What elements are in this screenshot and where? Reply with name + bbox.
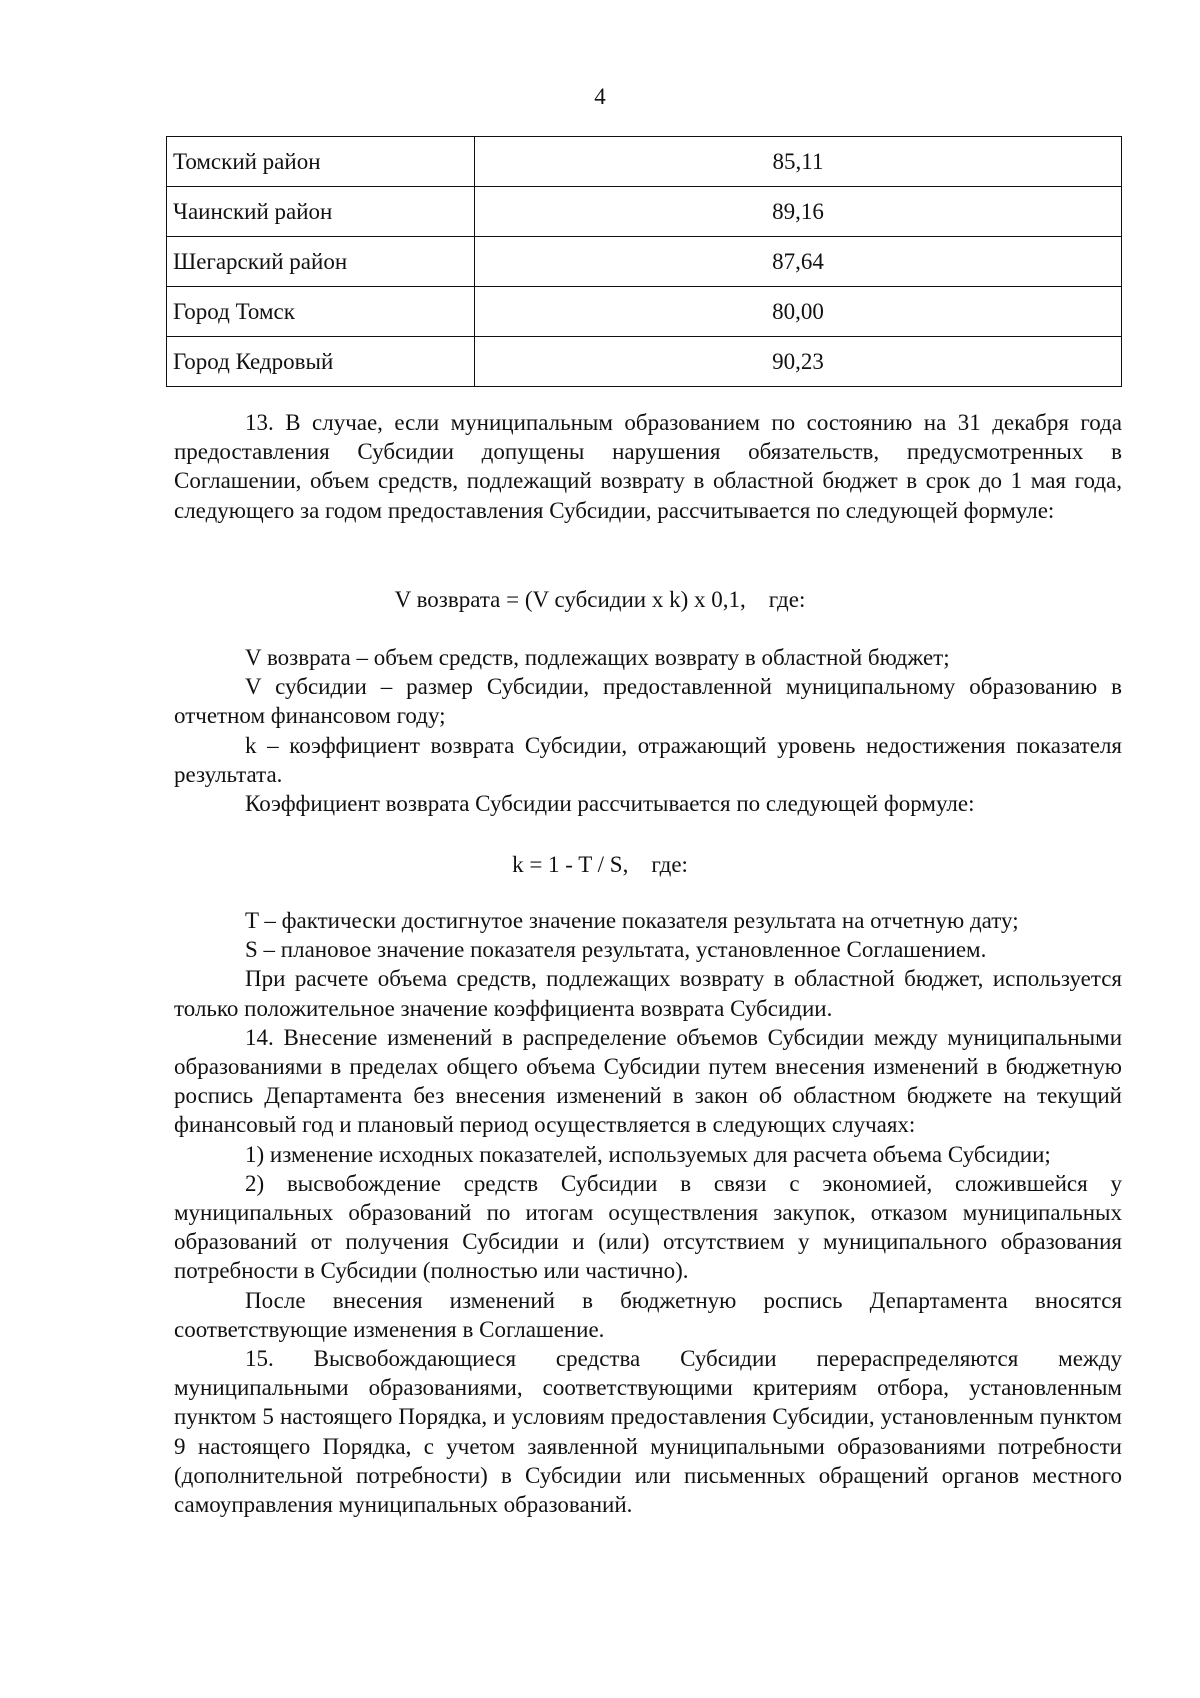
paragraph: После внесения изменений в бюджетную роспись Департамента вносятся соответствующие изменения в Соглашение.	[174, 1287, 1122, 1342]
page-number: 4	[594, 84, 606, 109]
municipality-name: Город Томск	[167, 287, 475, 337]
municipality-value: 90,23	[475, 337, 1122, 387]
definition: k – коэффициент возврата Субсидии, отражающий уровень недостижения показателя результата.	[174, 732, 1122, 787]
municipality-value: 80,00	[475, 287, 1122, 337]
table-row	[167, 137, 1122, 187]
results-table	[166, 136, 1122, 387]
paragraph: S – плановое значение показателя результата, установленное Соглашением.	[245, 937, 987, 963]
municipality-value: 87,64	[475, 237, 1122, 287]
table-row	[167, 337, 1122, 387]
paragraph: При расчете объема средств, подлежащих возврату в областной бюджет, используется только положительное значение коэффициента возврата Субсидии.	[174, 966, 1122, 1021]
table-row	[167, 187, 1122, 237]
municipality-name: Томский район	[167, 137, 475, 187]
municipality-value: 89,16	[475, 187, 1122, 237]
municipality-name: Шегарский район	[167, 237, 475, 287]
paragraph-13	[174, 408, 1122, 525]
list-item: 2) высвобождение средств Субсидии в связи с экономией, сложившейся у муниципальных образований по итогам осуществления закупок, отказом муниципальных образований от получения Субсидии и (или) отсутствием у муниципального образования потребности в Субсидии (полностью или частично).	[174, 1170, 1122, 1284]
formula-return-volume: V возврата = (V субсидии x k) x 0,1, где:	[394, 587, 806, 612]
definition: V субсидии – размер Субсидии, предоставленной муниципальному образованию в отчетном финансовом году;	[174, 674, 1122, 729]
table-row	[167, 287, 1122, 337]
body-text	[174, 906, 1122, 1519]
definition: Коэффициент возврата Субсидии рассчитывается по следующей формуле:	[245, 791, 975, 817]
paragraph: 13. В случае, если муниципальным образованием по состоянию на 31 декабря года предоставления Субсидии допущены нарушения обязательств, предусмотренных в Соглашении, объем средств, подлежащий возврату в областной бюджет в срок до 1 мая года, следующего за годом предоставления Субсидии, рассчитывается по следующей формуле:	[174, 410, 1122, 523]
paragraph-14: 14. Внесение изменений в распределение объемов Субсидии между муниципальными образованиями в пределах общего объема Субсидии путем внесения изменений в бюджетную роспись Департамента без внесения изменений в закон об областном бюджете на текущий финансовый год и плановый период осуществляется в следующих случаях:	[174, 1024, 1122, 1138]
municipality-name: Чаинский район	[167, 187, 475, 237]
definitions	[174, 643, 1122, 818]
municipality-name: Город Кедровый	[167, 337, 475, 387]
table-row	[167, 237, 1122, 287]
municipality-value: 85,11	[475, 137, 1122, 187]
formula-coefficient: k = 1 - T / S, где:	[512, 852, 688, 877]
paragraph: T – фактически достигнутое значение показателя результата на отчетную дату;	[245, 908, 1019, 933]
paragraph-15: 15. Высвобождающиеся средства Субсидии перераспределяются между муниципальными образованиями, соответствующими критериям отбора, установленным пунктом 5 настоящего Порядка, и условиям предоставления Субсидии, установленным пунктом 9 настоящего Порядка, с учетом заявленной муниципальными образованиями потребности (дополнительной потребности) в Субсидии или письменных обращений органов местного самоуправления муниципальных образований.	[174, 1346, 1122, 1518]
list-item: 1) изменение исходных показателей, используемых для расчета объема Субсидии;	[245, 1141, 1051, 1167]
definition: V возврата – объем средств, подлежащих возврату в областной бюджет;	[245, 645, 950, 670]
